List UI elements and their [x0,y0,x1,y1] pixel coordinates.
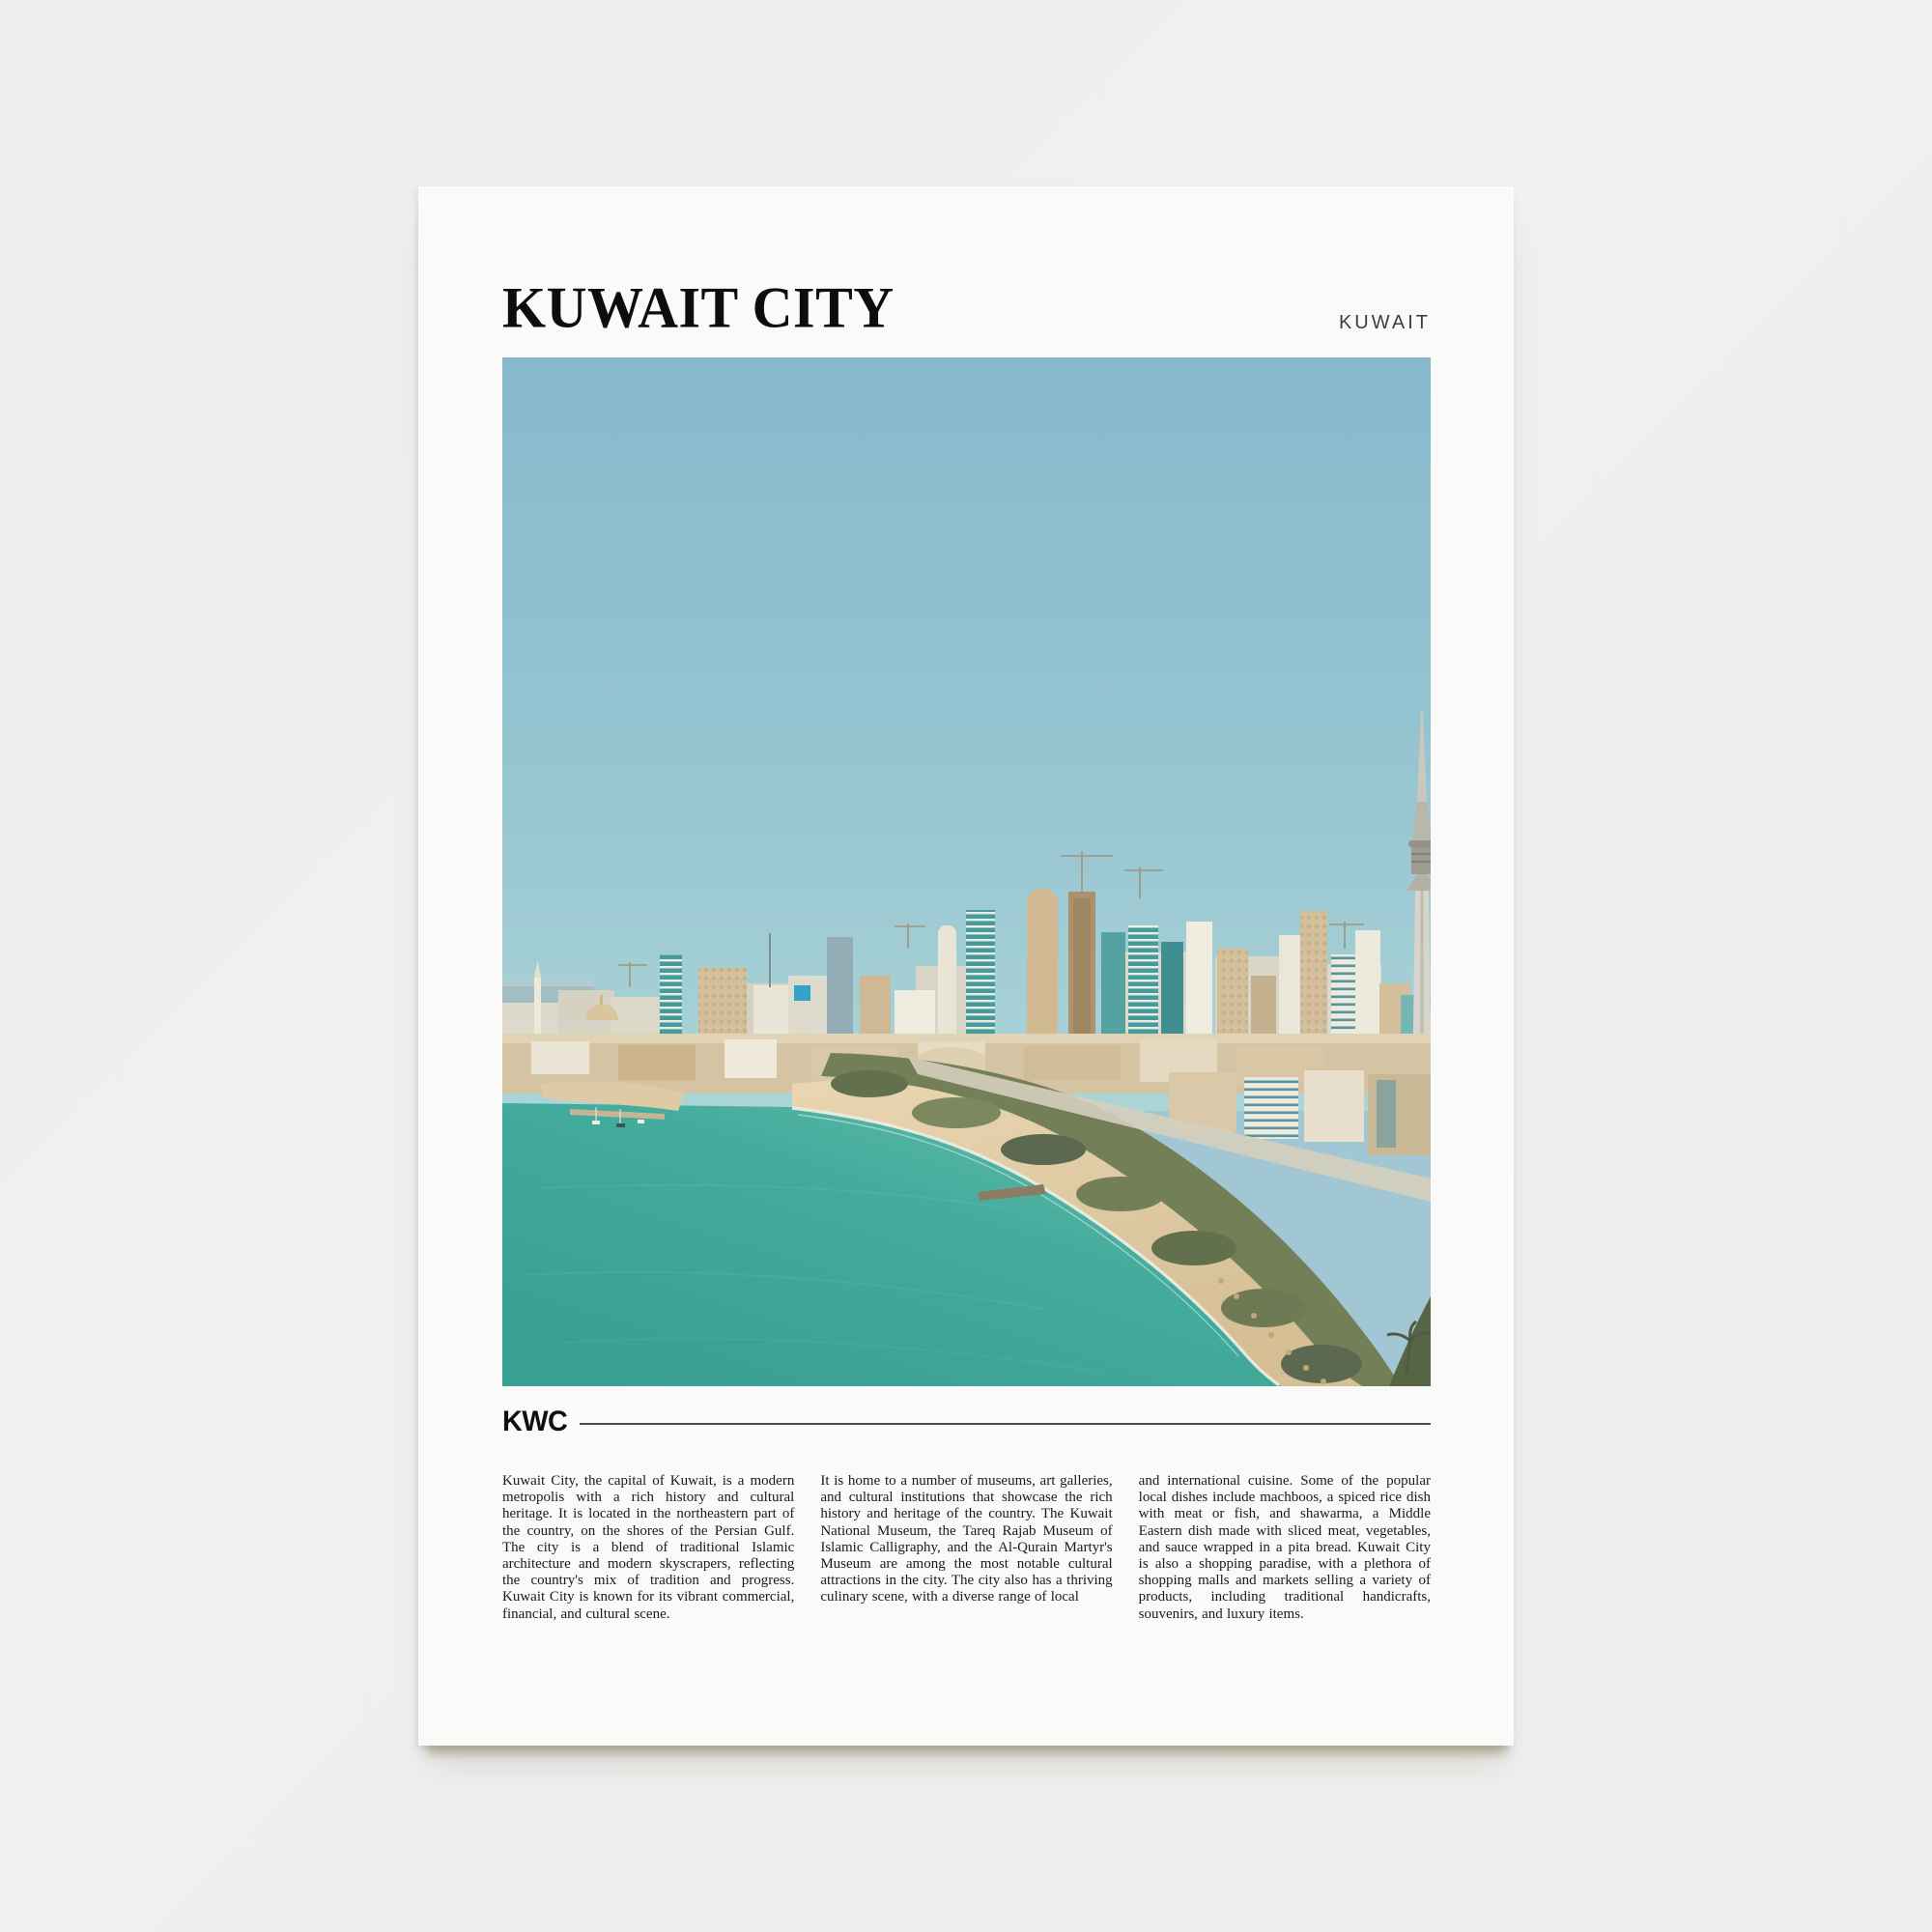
description-column-3: and international cuisine. Some of the popular local dishes include machboos, a spiced rice dish with meat or fish, and shawarma, a Middle Eastern dish made with sliced meat, vegetables, and sauce wrapped in a pita bread. Kuwait City is also a shopping paradise, with a plethora of shopping malls and markets selling a variety of products, including traditional handicrafts, souvenirs, and luxury items. [1138,1473,1431,1622]
description-column-2: It is home to a number of museums, art galleries, and cultural institutions that showcase the rich history and heritage of the country. The Kuwait National Museum, the Tareq Rajab Museum of Islamic Calligraphy, and the Al-Qurain Martyr's Museum are among the most notable cultural attractions in the city. The city also has a thriving culinary scene, with a diverse range of local [820,1473,1113,1605]
city-code: KWC [502,1406,568,1437]
description-columns [502,1473,1431,1623]
poster [418,186,1514,1746]
code-row [502,1406,1431,1437]
horizontal-rule [580,1423,1431,1425]
city-photo [502,357,1431,1386]
film-tint [502,357,1431,1386]
poster-title: KUWAIT CITY [502,274,895,341]
city-photo-illustration [502,357,1431,1386]
description-column-1: Kuwait City, the capital of Kuwait, is a modern metropolis with a rich history and cultural heritage. It is located in the northeastern part of the country, on the shores of the Persian Gulf. The city is a blend of traditional Islamic architecture and modern skyscrapers, reflecting the country's mix of tradition and progress. Kuwait City is known for its vibrant commercial, financial, and cultural scene. [502,1473,795,1622]
poster-header [502,274,1431,341]
country-label: KUWAIT [1338,312,1431,333]
